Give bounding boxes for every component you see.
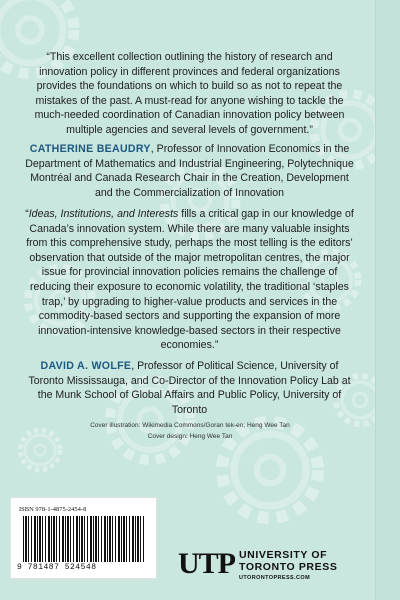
author-2-name: DAVID A. WOLFE bbox=[40, 360, 132, 372]
endorsement-author-1 bbox=[22, 142, 357, 200]
publisher-name-line-2: TORONTO PRESS bbox=[239, 561, 338, 573]
utp-logo-mark: UTP bbox=[178, 547, 235, 580]
barcode-digits: 9 781487 524548 bbox=[17, 563, 97, 572]
barcode-bars bbox=[23, 516, 145, 562]
barcode-box bbox=[10, 497, 157, 579]
quote-2-text: fills a critical gap in our knowledge of Canada’s innovation system. While there are many valuable insights from this comprehensive study, perhaps the most telling is the editors’ observation that outside of the major metropolitan centres, the major issue for provincial innovation policies remains the challenge of reducing their exposure to economic volatility, the traditional ‘staples trap,’ by upgrading to higher-value products and services in the commodity-based sectors and supporting the expansion of more innovation-intensive knowledge-based sectors in their respective economies.” bbox=[26, 208, 354, 352]
author-1-name: CATHERINE BEAUDRY bbox=[29, 143, 151, 155]
endorsement-quote-2 bbox=[22, 207, 357, 353]
author-2-affiliation: , Professor of Political Science, University of Toronto Mississauga, and Co-Director of the Innovation Policy Lab at the Munk School of Global Affairs and Public Policy, University of Toronto bbox=[28, 360, 351, 416]
cover-design-credit: Cover design: Heng Wee Tan bbox=[147, 433, 233, 440]
quote-2-open: “ bbox=[25, 208, 29, 220]
publisher-name-line-1: UNIVERSITY OF bbox=[239, 549, 328, 561]
publisher-logo bbox=[178, 548, 373, 584]
quote-1-text: “This excellent collection outlining the history of research and innovation policy in different provinces and federal organizations provides the foundations on which to build so as not to repeat the mistakes of the past. A must-read for anyone wishing to tackle the much-needed coordination of Canadian innovation policy between multiple agencies and several levels of government.” bbox=[34, 51, 345, 136]
quote-2-book-title: Ideas, Institutions, and Interests bbox=[28, 208, 179, 220]
cover-illustration-credit: Cover illustration: Wikimedia Commons/Goran tek-en; Heng Wee Tan bbox=[90, 422, 290, 429]
endorsement-quote-1 bbox=[22, 50, 357, 138]
spine-subtitle-graphic bbox=[375, 0, 400, 600]
publisher-url: UTORONTOPRESS.COM bbox=[239, 575, 311, 581]
cover-credits bbox=[60, 420, 320, 442]
author-1-affiliation: , Professor of Innovation Economics in the Department of Mathematics and Industrial Engineering, Polytechnique Montréal and Canada Research Chair in the Creation, Development and the Commercialization of Innovation bbox=[25, 143, 354, 199]
publisher-name bbox=[239, 549, 337, 573]
endorsement-author-2 bbox=[22, 359, 357, 417]
isbn-label: ISBN 978-1-4875-2454-8 bbox=[19, 506, 87, 513]
